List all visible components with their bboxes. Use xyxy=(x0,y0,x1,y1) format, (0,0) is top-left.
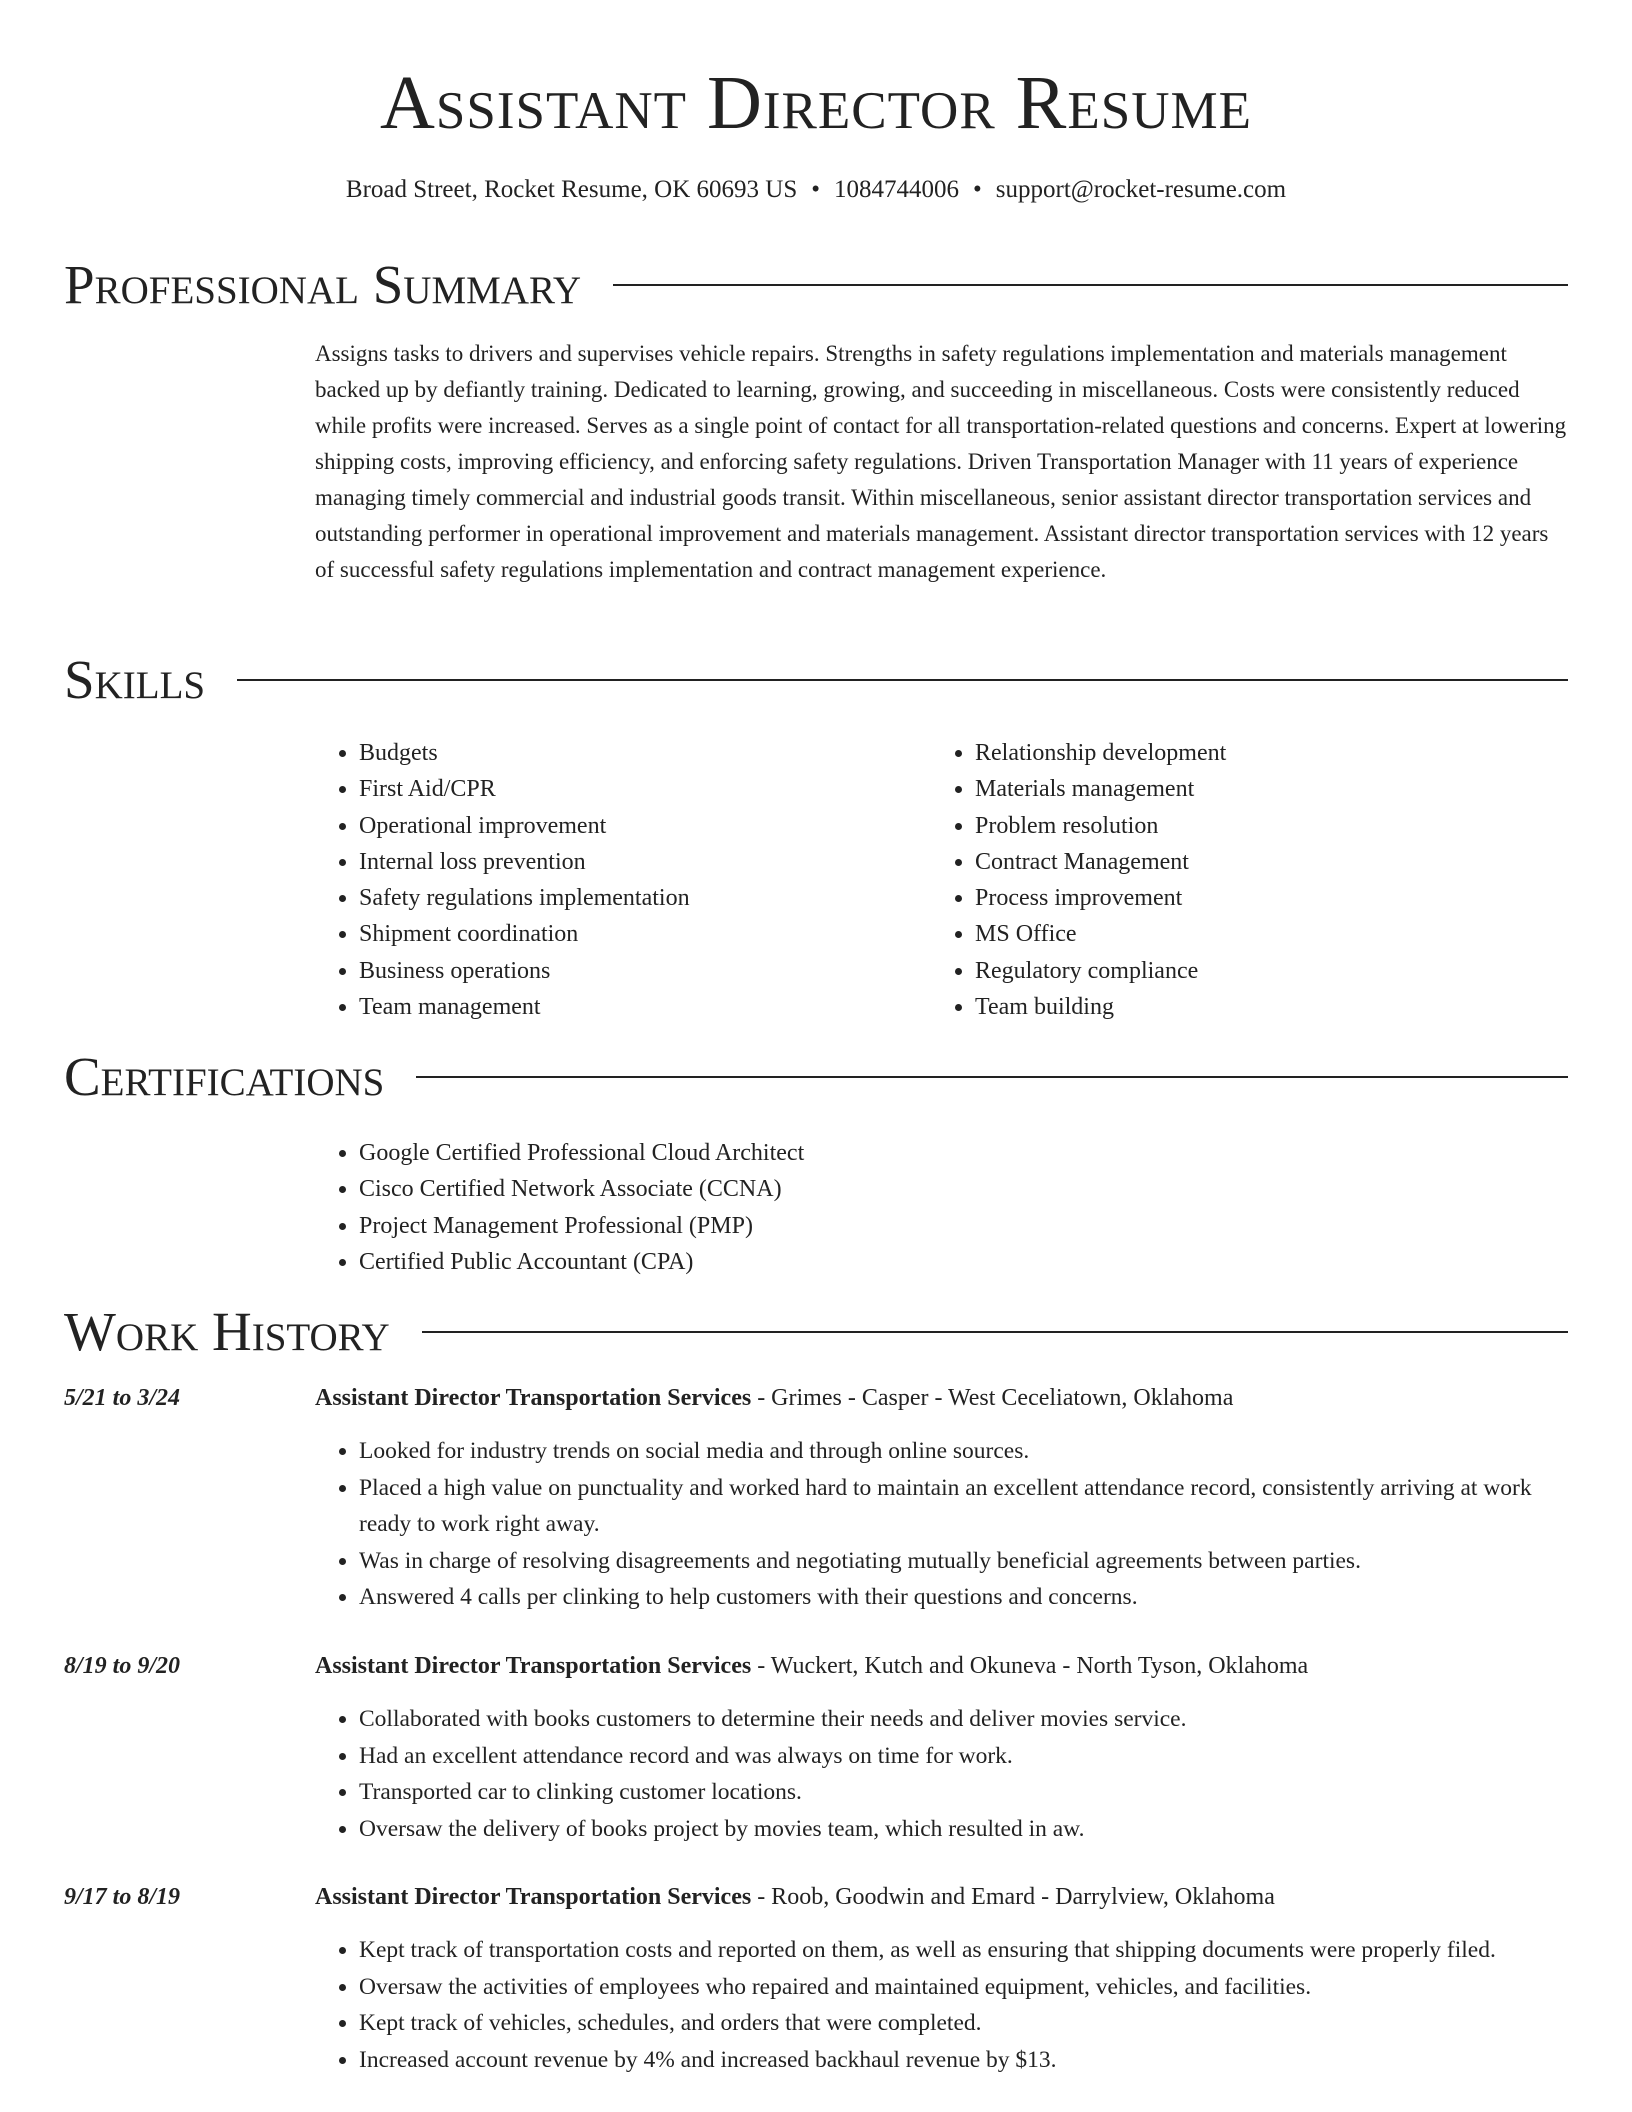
summary-section-heading xyxy=(64,253,1568,317)
skill-item: • Relationship development xyxy=(975,735,1531,771)
job-duty-item: • Answered 4 calls per clinking to help customers with their questions and concerns. xyxy=(359,1579,1585,1616)
job-title: Assistant Director Transportation Services xyxy=(315,1884,752,1910)
skill-item: • Team management xyxy=(359,989,875,1025)
skill-item: • Regulatory compliance xyxy=(975,953,1531,989)
skills-section-heading xyxy=(64,648,1568,712)
job-heading xyxy=(315,1879,1575,1915)
skill-item: • MS Office xyxy=(975,916,1531,952)
certifications-section-heading xyxy=(64,1045,1568,1109)
job-duty-item: • Placed a high value on punctuality and worked hard to maintain an excellent attendance record, consistently arriving at work ready to work right away. xyxy=(359,1470,1585,1543)
job-duty-item: • Was in charge of resolving disagreements and negotiating mutually beneficial agreements between parties. xyxy=(359,1543,1585,1580)
certification-item: • Google Certified Professional Cloud Architect xyxy=(359,1135,1515,1171)
job-duty-item: • Kept track of vehicles, schedules, and orders that were completed. xyxy=(359,2005,1585,2042)
job-duty-item: • Had an excellent attendance record and was always on time for work. xyxy=(359,1738,1585,1775)
job-duties xyxy=(315,1932,1585,2078)
certification-item: • Certified Public Accountant (CPA) xyxy=(359,1244,1515,1280)
skills-list-right xyxy=(931,735,1531,1025)
job-duty-item: • Oversaw the delivery of books project by movies team, which resulted in aw. xyxy=(359,1811,1585,1848)
work-history-section-heading xyxy=(64,1300,1568,1364)
summary-text: Assigns tasks to drivers and supervises vehicle repairs. Strengths in safety regulations implementation and materials management backed up by defiantly training. Dedicated to learning, growing, and succeeding in miscellaneous. Costs were consistently reduced while profits were increased. Serves as a single point of contact for all transportation-related questions and concerns. Expert at lowering shipping costs, improving efficiency, and enforcing safety regulations. Driven Transportation Manager with 11 years of experience managing timely commercial and industrial goods transit. Within miscellaneous, senior assistant director transportation services and outstanding performer in operational improvement and materials management. Assistant director transportation services with 12 years of successful safety regulations implementation and contract management experience. xyxy=(315,341,1567,582)
contact-separator: • xyxy=(973,176,982,203)
job-duty-item: • Increased account revenue by 4% and increased backhaul revenue by $13. xyxy=(359,2042,1585,2079)
contact-phone: 1084744006 xyxy=(834,176,960,203)
job-duty-item: • Kept track of transportation costs and reported on them, as well as ensuring that shipping documents were properly filed. xyxy=(359,1932,1585,1969)
skill-item: • Operational improvement xyxy=(359,808,875,844)
skill-item: • Contract Management xyxy=(975,844,1531,880)
skills-list-left xyxy=(315,735,875,1025)
job-title: Assistant Director Transportation Services xyxy=(315,1653,752,1679)
contact-address: Broad Street, Rocket Resume, OK 60693 US xyxy=(345,176,798,203)
job-title: Assistant Director Transportation Services xyxy=(315,1385,752,1411)
certifications-list xyxy=(315,1135,1515,1280)
skill-item: • Process improvement xyxy=(975,880,1531,916)
skill-item: • Problem resolution xyxy=(975,808,1531,844)
certifications-heading: Certifications xyxy=(64,1046,385,1107)
job-employer: - Roob, Goodwin and Emard - Darrylview, Oklahoma xyxy=(751,1884,1275,1910)
job-duty-item: • Transported car to clinking customer locations. xyxy=(359,1774,1585,1811)
job-duty-item: • Oversaw the activities of employees who repaired and maintained equipment, vehicles, and facilities. xyxy=(359,1969,1585,2006)
skill-item: • Safety regulations implementation xyxy=(359,880,875,916)
job-heading xyxy=(315,1380,1575,1416)
job-dates: 9/17 to 8/19 xyxy=(64,1884,181,1910)
section-divider xyxy=(613,284,1568,286)
skill-item: • First Aid/CPR xyxy=(359,771,875,807)
skill-item: • Budgets xyxy=(359,735,875,771)
contact-separator: • xyxy=(811,176,821,203)
certification-item: • Project Management Professional (PMP) xyxy=(359,1208,1515,1244)
resume-title: Assistant Director Resume xyxy=(380,61,1252,145)
work-history-heading: Work History xyxy=(64,1301,390,1362)
job-employer: - Grimes - Casper - West Ceceliatown, Oklahoma xyxy=(751,1385,1234,1411)
skill-item: • Team building xyxy=(975,989,1531,1025)
summary-heading: Professional Summary xyxy=(64,254,582,315)
job-dates: 5/21 to 3/24 xyxy=(64,1385,181,1411)
skills-heading: Skills xyxy=(64,649,206,710)
job-duties xyxy=(315,1701,1585,1847)
contact-email: support@rocket-resume.com xyxy=(995,176,1287,203)
contact-line xyxy=(0,172,1632,208)
skill-item: • Shipment coordination xyxy=(359,916,875,952)
job-heading xyxy=(315,1648,1575,1684)
skill-item: • Business operations xyxy=(359,953,875,989)
certification-item: • Cisco Certified Network Associate (CCNA) xyxy=(359,1171,1515,1207)
section-divider xyxy=(237,679,1568,681)
job-duty-item: • Looked for industry trends on social media and through online sources. xyxy=(359,1433,1585,1470)
job-dates: 8/19 to 9/20 xyxy=(64,1653,181,1679)
section-divider xyxy=(416,1076,1568,1078)
job-employer: - Wuckert, Kutch and Okuneva - North Tyson, Oklahoma xyxy=(751,1653,1309,1679)
job-duties xyxy=(315,1433,1585,1616)
skill-item: • Materials management xyxy=(975,771,1531,807)
skill-item: • Internal loss prevention xyxy=(359,844,875,880)
job-duty-item: • Collaborated with books customers to determine their needs and deliver movies service. xyxy=(359,1701,1585,1738)
section-divider xyxy=(422,1331,1568,1333)
